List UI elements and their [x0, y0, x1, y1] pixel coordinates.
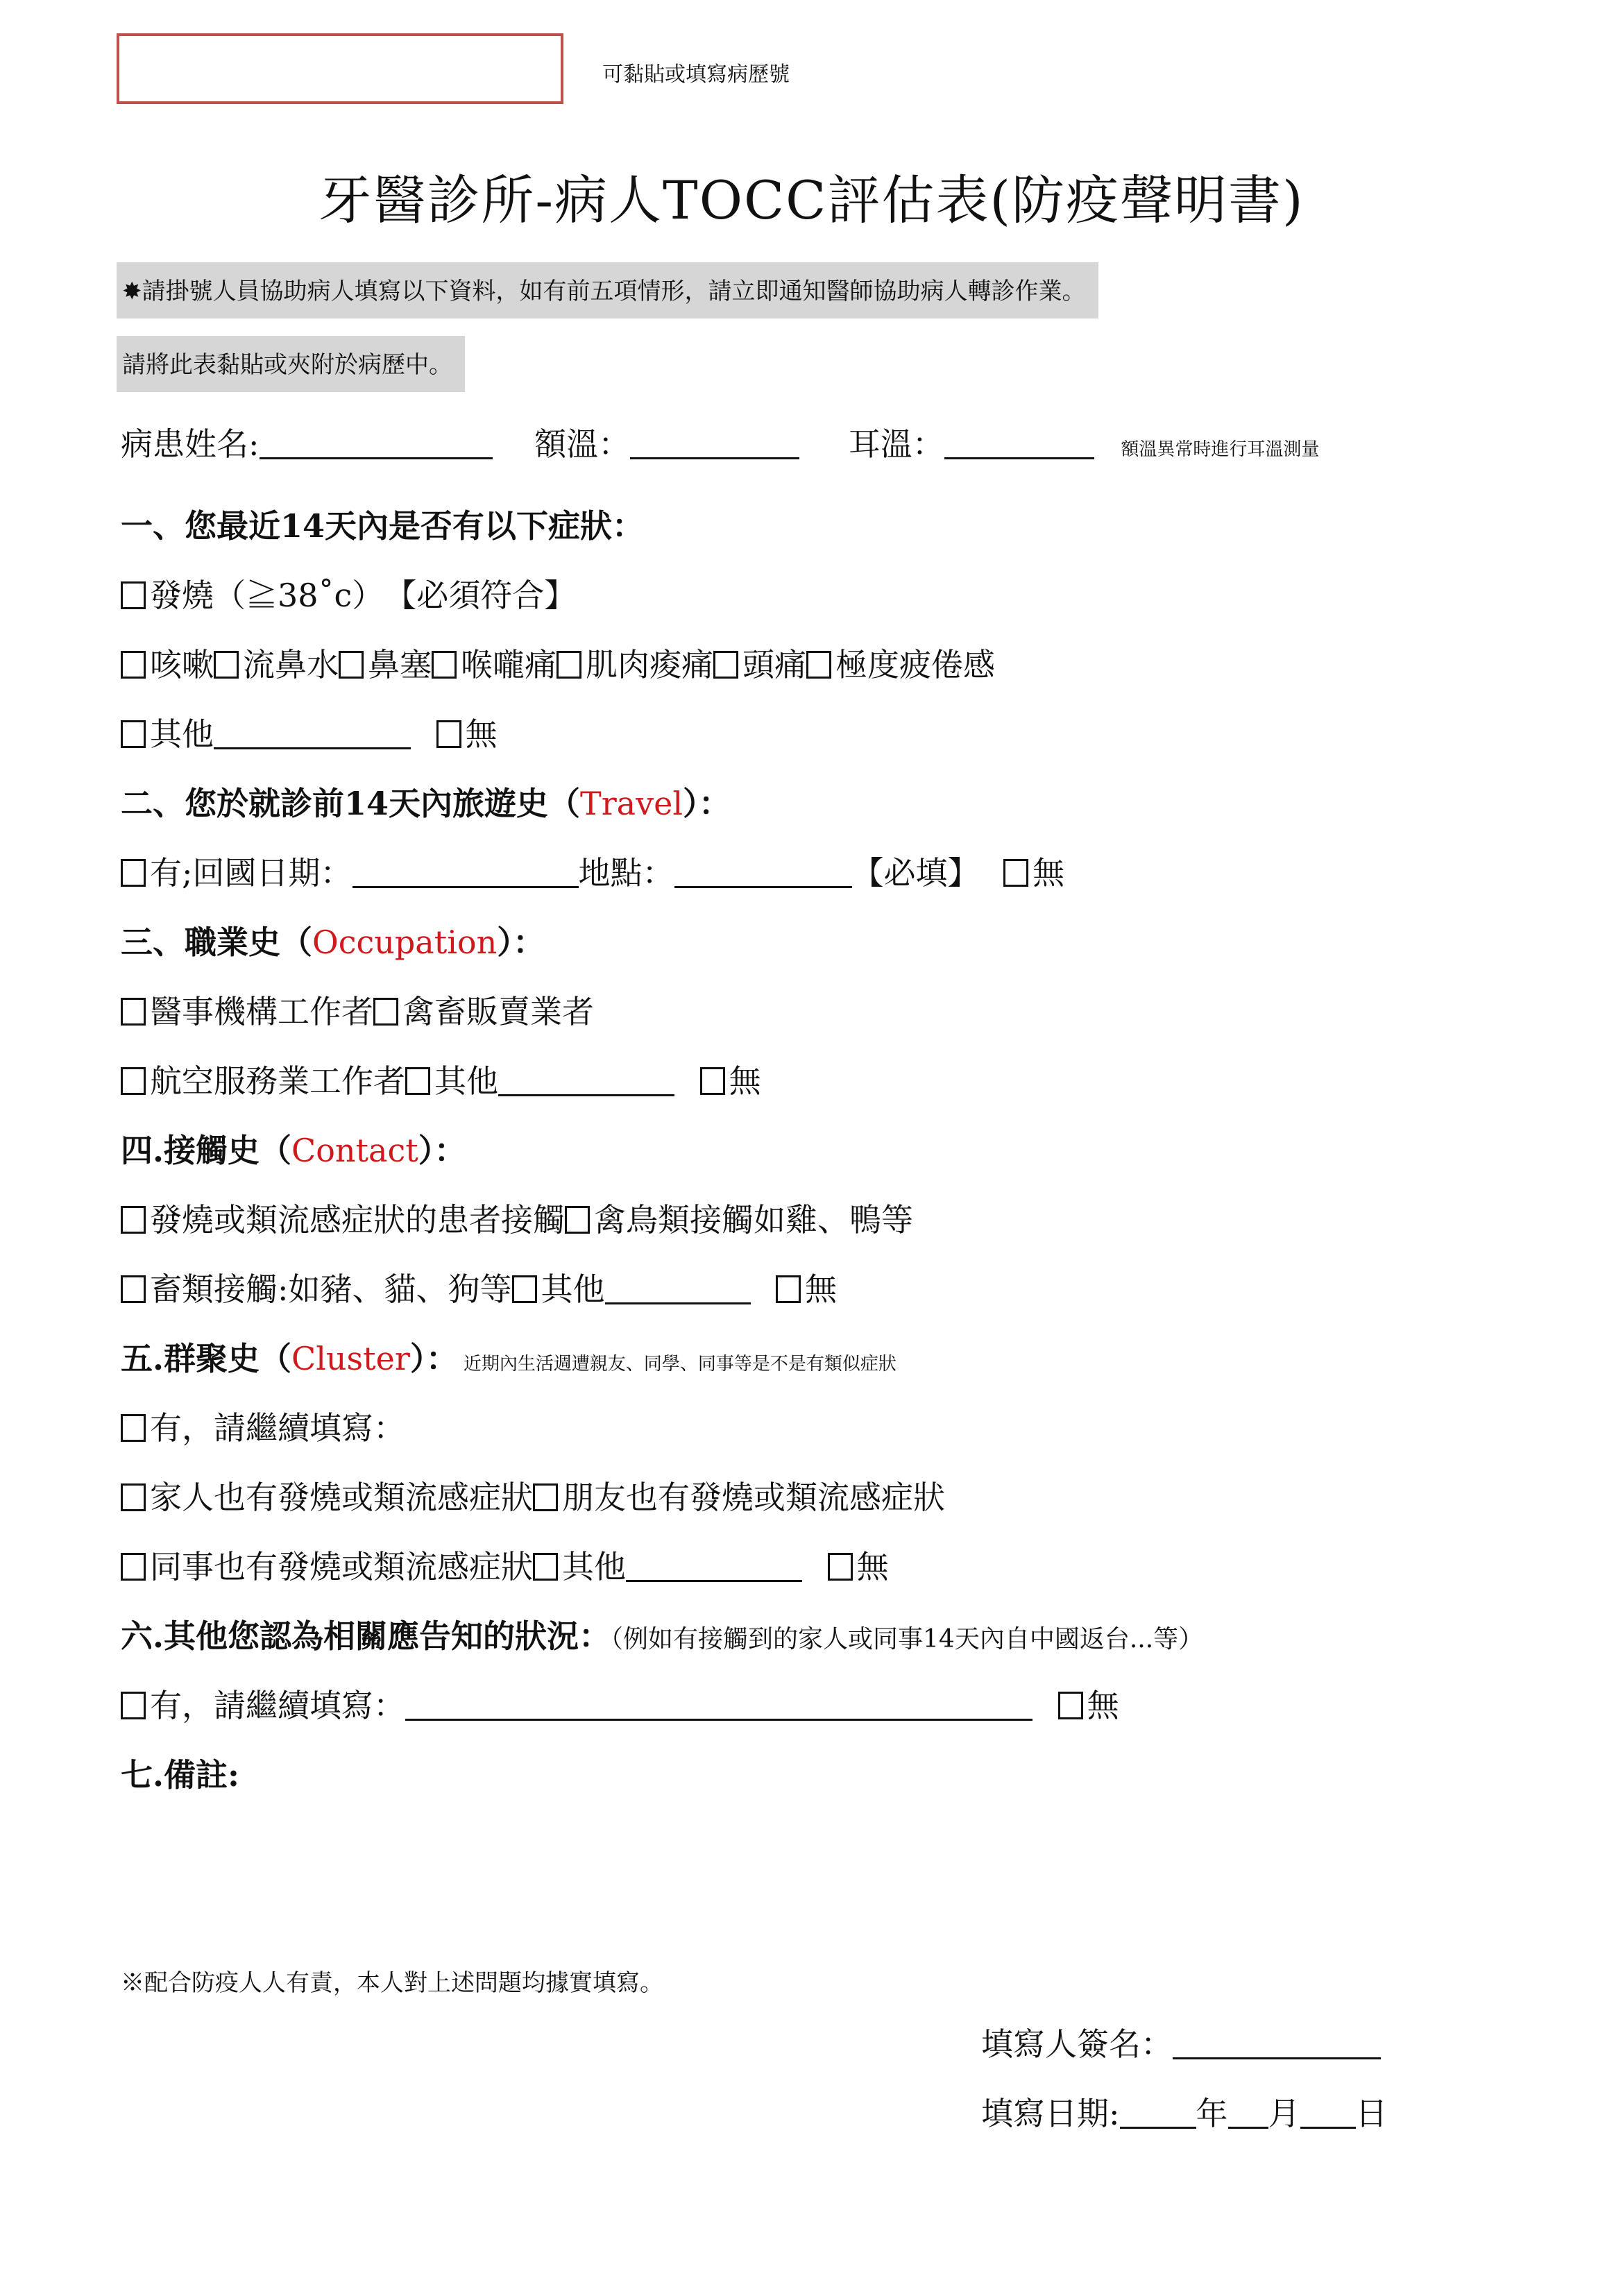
section-3-heading-text: 三、職業史（: [121, 924, 312, 961]
poultry-seller-checkbox[interactable]: [373, 998, 398, 1026]
date-label: 填寫日期:: [981, 2095, 1120, 2132]
signature-field[interactable]: [1173, 2025, 1381, 2059]
symptom-label: 肌肉痠痛: [586, 646, 713, 683]
month-label: 月: [1268, 2095, 1300, 2132]
animal-contact-checkbox[interactable]: [121, 1275, 146, 1303]
cluster-row-2: [121, 1542, 889, 1588]
sore-throat-checkbox[interactable]: [432, 651, 457, 679]
flu-contact-checkbox[interactable]: [121, 1206, 146, 1234]
ear-temp-note: 額溫異常時進行耳溫測量: [1121, 439, 1320, 460]
section-3-heading-end: ）：: [497, 924, 545, 961]
fever-checkbox[interactable]: [121, 581, 146, 609]
place-field[interactable]: [674, 854, 852, 888]
place-label: 地點：: [578, 854, 674, 892]
cluster-row-1: [121, 1472, 945, 1518]
cluster-none-checkbox[interactable]: [828, 1553, 853, 1581]
family-symptoms-label: 家人也有發燒或類流感症狀: [150, 1479, 533, 1516]
cluster-note: 近期內生活週遭親友、同學、同事等是不是有類似症狀: [463, 1354, 897, 1375]
contact-other-field[interactable]: [605, 1270, 751, 1304]
travel-none-checkbox[interactable]: [1003, 859, 1028, 887]
cough-checkbox[interactable]: [121, 651, 146, 679]
year-label: 年: [1196, 2095, 1228, 2132]
friends-symptoms-label: 朋友也有發燒或類流感症狀: [562, 1479, 945, 1516]
occupation-keyword: Occupation: [312, 924, 498, 961]
declaration-text: ※配合防疫人人有責，本人對上述問題均據實填寫。: [121, 1969, 663, 1997]
travel-keyword: Travel: [580, 785, 683, 822]
medical-worker-checkbox[interactable]: [121, 998, 146, 1026]
cluster-other-checkbox[interactable]: [533, 1553, 558, 1581]
other-label: 其他: [562, 1548, 626, 1585]
bird-contact-label: 禽鳥類接觸如雞、鴨等: [594, 1201, 913, 1239]
day-label: 日: [1355, 2095, 1388, 2132]
attach-instruction: 請將此表黏貼或夾附於病歷中。: [117, 336, 465, 392]
cluster-yes-row: [121, 1403, 405, 1449]
staff-instruction: ✸請掛號人員協助病人填寫以下資料，如有前五項情形，請立即通知醫師協助病人轉診作業。: [117, 262, 1098, 318]
none-label: 無: [856, 1548, 889, 1585]
contact-keyword: Contact: [291, 1132, 418, 1169]
section-5-heading-end: ）：: [409, 1340, 458, 1377]
travel-row: [121, 848, 1064, 894]
symptom-label: 喉嚨痛: [461, 646, 556, 683]
section-2-heading-text: 二、您於就診前14天內旅遊史（: [121, 785, 581, 822]
patient-name-label: 病患姓名:: [121, 425, 260, 463]
symptoms-row: [121, 640, 995, 686]
cluster-yes-label: 有，請繼續填寫：: [150, 1409, 405, 1447]
other-situation-row: [121, 1681, 1119, 1726]
required-label: 【必填】: [851, 854, 980, 892]
month-field[interactable]: [1228, 2095, 1268, 2129]
contact-row-1: [121, 1195, 913, 1241]
cluster-other-field[interactable]: [626, 1548, 802, 1582]
record-number-note: 可黏貼或填寫病歷號: [602, 62, 790, 87]
day-field[interactable]: [1300, 2095, 1356, 2129]
ear-temp-label: 耳溫：: [848, 425, 944, 463]
symptom-label: 咳嗽: [150, 646, 214, 683]
fever-required-label: 【必須符合】: [400, 577, 577, 614]
none-label: 無: [1087, 1687, 1119, 1724]
symptom-label: 鼻塞: [368, 646, 432, 683]
headache-checkbox[interactable]: [713, 651, 738, 679]
date-row: [981, 2089, 1388, 2134]
patient-info-row: [121, 419, 1319, 465]
section-6-heading: [121, 1611, 1203, 1657]
cluster-keyword: Cluster: [291, 1340, 410, 1377]
medical-worker-label: 醫事機構工作者: [150, 993, 373, 1030]
flu-contact-label: 發燒或類流感症狀的患者接觸: [150, 1201, 565, 1239]
symptom-label: 流鼻水: [243, 646, 339, 683]
poultry-seller-label: 禽畜販賣業者: [402, 993, 594, 1030]
occupation-other-field[interactable]: [498, 1062, 674, 1096]
section-5-heading-text: 五.群聚史（: [121, 1340, 292, 1377]
form-title: 牙醫診所-病人TOCC評估表(防疫聲明書): [318, 169, 1305, 231]
runny-nose-checkbox[interactable]: [214, 651, 239, 679]
return-date-label: 有;回國日期：: [150, 854, 352, 892]
coworkers-symptoms-label: 同事也有發燒或類流感症狀: [150, 1548, 533, 1585]
muscle-ache-checkbox[interactable]: [556, 651, 581, 679]
travel-yes-checkbox[interactable]: [121, 859, 146, 887]
medical-record-number-box[interactable]: [117, 33, 563, 104]
year-field[interactable]: [1120, 2095, 1196, 2129]
animal-contact-label: 畜類接觸:如豬、貓、狗等: [150, 1270, 512, 1308]
section-4-heading: [121, 1125, 466, 1171]
signature-label: 填寫人簽名：: [981, 2025, 1173, 2063]
family-symptoms-checkbox[interactable]: [121, 1483, 146, 1511]
aviation-worker-checkbox[interactable]: [121, 1067, 146, 1095]
return-date-field[interactable]: [352, 854, 579, 888]
friends-symptoms-checkbox[interactable]: [533, 1483, 558, 1511]
contact-row-2: [121, 1264, 837, 1310]
fever-row: [121, 570, 576, 616]
none-label: 無: [805, 1270, 838, 1308]
contact-other-checkbox[interactable]: [512, 1275, 537, 1303]
section-2-heading-end: ）：: [683, 785, 731, 822]
none-label: 無: [465, 715, 498, 753]
other-label: 其他: [541, 1270, 605, 1308]
nasal-congestion-checkbox[interactable]: [339, 651, 364, 679]
section-3-heading: [121, 917, 545, 963]
occupation-row-1: [121, 987, 594, 1032]
other-situation-yes-label: 有，請繼續填寫：: [150, 1687, 405, 1724]
occupation-none-checkbox[interactable]: [700, 1067, 725, 1095]
other-label: 其他: [150, 715, 214, 753]
contact-none-checkbox[interactable]: [776, 1275, 801, 1303]
symptom-label: 極度疲倦感: [835, 646, 995, 683]
section-1-heading: 一、您最近14天內是否有以下症狀：: [121, 507, 645, 545]
occupation-row-2: [121, 1056, 761, 1102]
occupation-other-checkbox[interactable]: [405, 1067, 430, 1095]
symptom-other-field[interactable]: [214, 715, 411, 749]
other-label: 其他: [434, 1062, 498, 1100]
none-label: 無: [1033, 854, 1065, 892]
section-6-heading-text: 六.其他您認為相關應告知的狀況：: [121, 1617, 611, 1655]
other-situation-yes-checkbox[interactable]: [121, 1692, 146, 1719]
signature-row: [981, 2019, 1381, 2065]
patient-name-field[interactable]: [260, 425, 493, 459]
section-4-heading-text: 四.接觸史（: [121, 1132, 292, 1169]
symptom-other-checkbox[interactable]: [121, 720, 146, 748]
symptom-label: 頭痛: [742, 646, 806, 683]
coworkers-symptoms-checkbox[interactable]: [121, 1553, 146, 1581]
cluster-yes-checkbox[interactable]: [121, 1414, 146, 1442]
symptoms-other-row: [121, 709, 498, 755]
none-label: 無: [729, 1062, 761, 1100]
aviation-worker-label: 航空服務業工作者: [150, 1062, 405, 1100]
other-situation-field[interactable]: [405, 1687, 1033, 1721]
section-4-heading-end: ）：: [418, 1132, 466, 1169]
fever-label: 發燒（≧38˚c）: [150, 577, 384, 614]
other-situation-none-checkbox[interactable]: [1058, 1692, 1083, 1719]
ear-temp-field[interactable]: [944, 425, 1094, 459]
forehead-temp-field[interactable]: [630, 425, 799, 459]
symptom-none-checkbox[interactable]: [436, 720, 461, 748]
bird-contact-checkbox[interactable]: [565, 1206, 590, 1234]
section-6-note: （例如有接觸到的家人或同事14天內自中國返台...等）: [611, 1625, 1204, 1653]
section-5-heading: [121, 1334, 897, 1379]
section-2-heading: [121, 779, 731, 824]
section-7-heading: 七.備註:: [121, 1756, 239, 1794]
forehead-temp-label: 額溫：: [534, 425, 631, 463]
fatigue-checkbox[interactable]: [806, 651, 831, 679]
